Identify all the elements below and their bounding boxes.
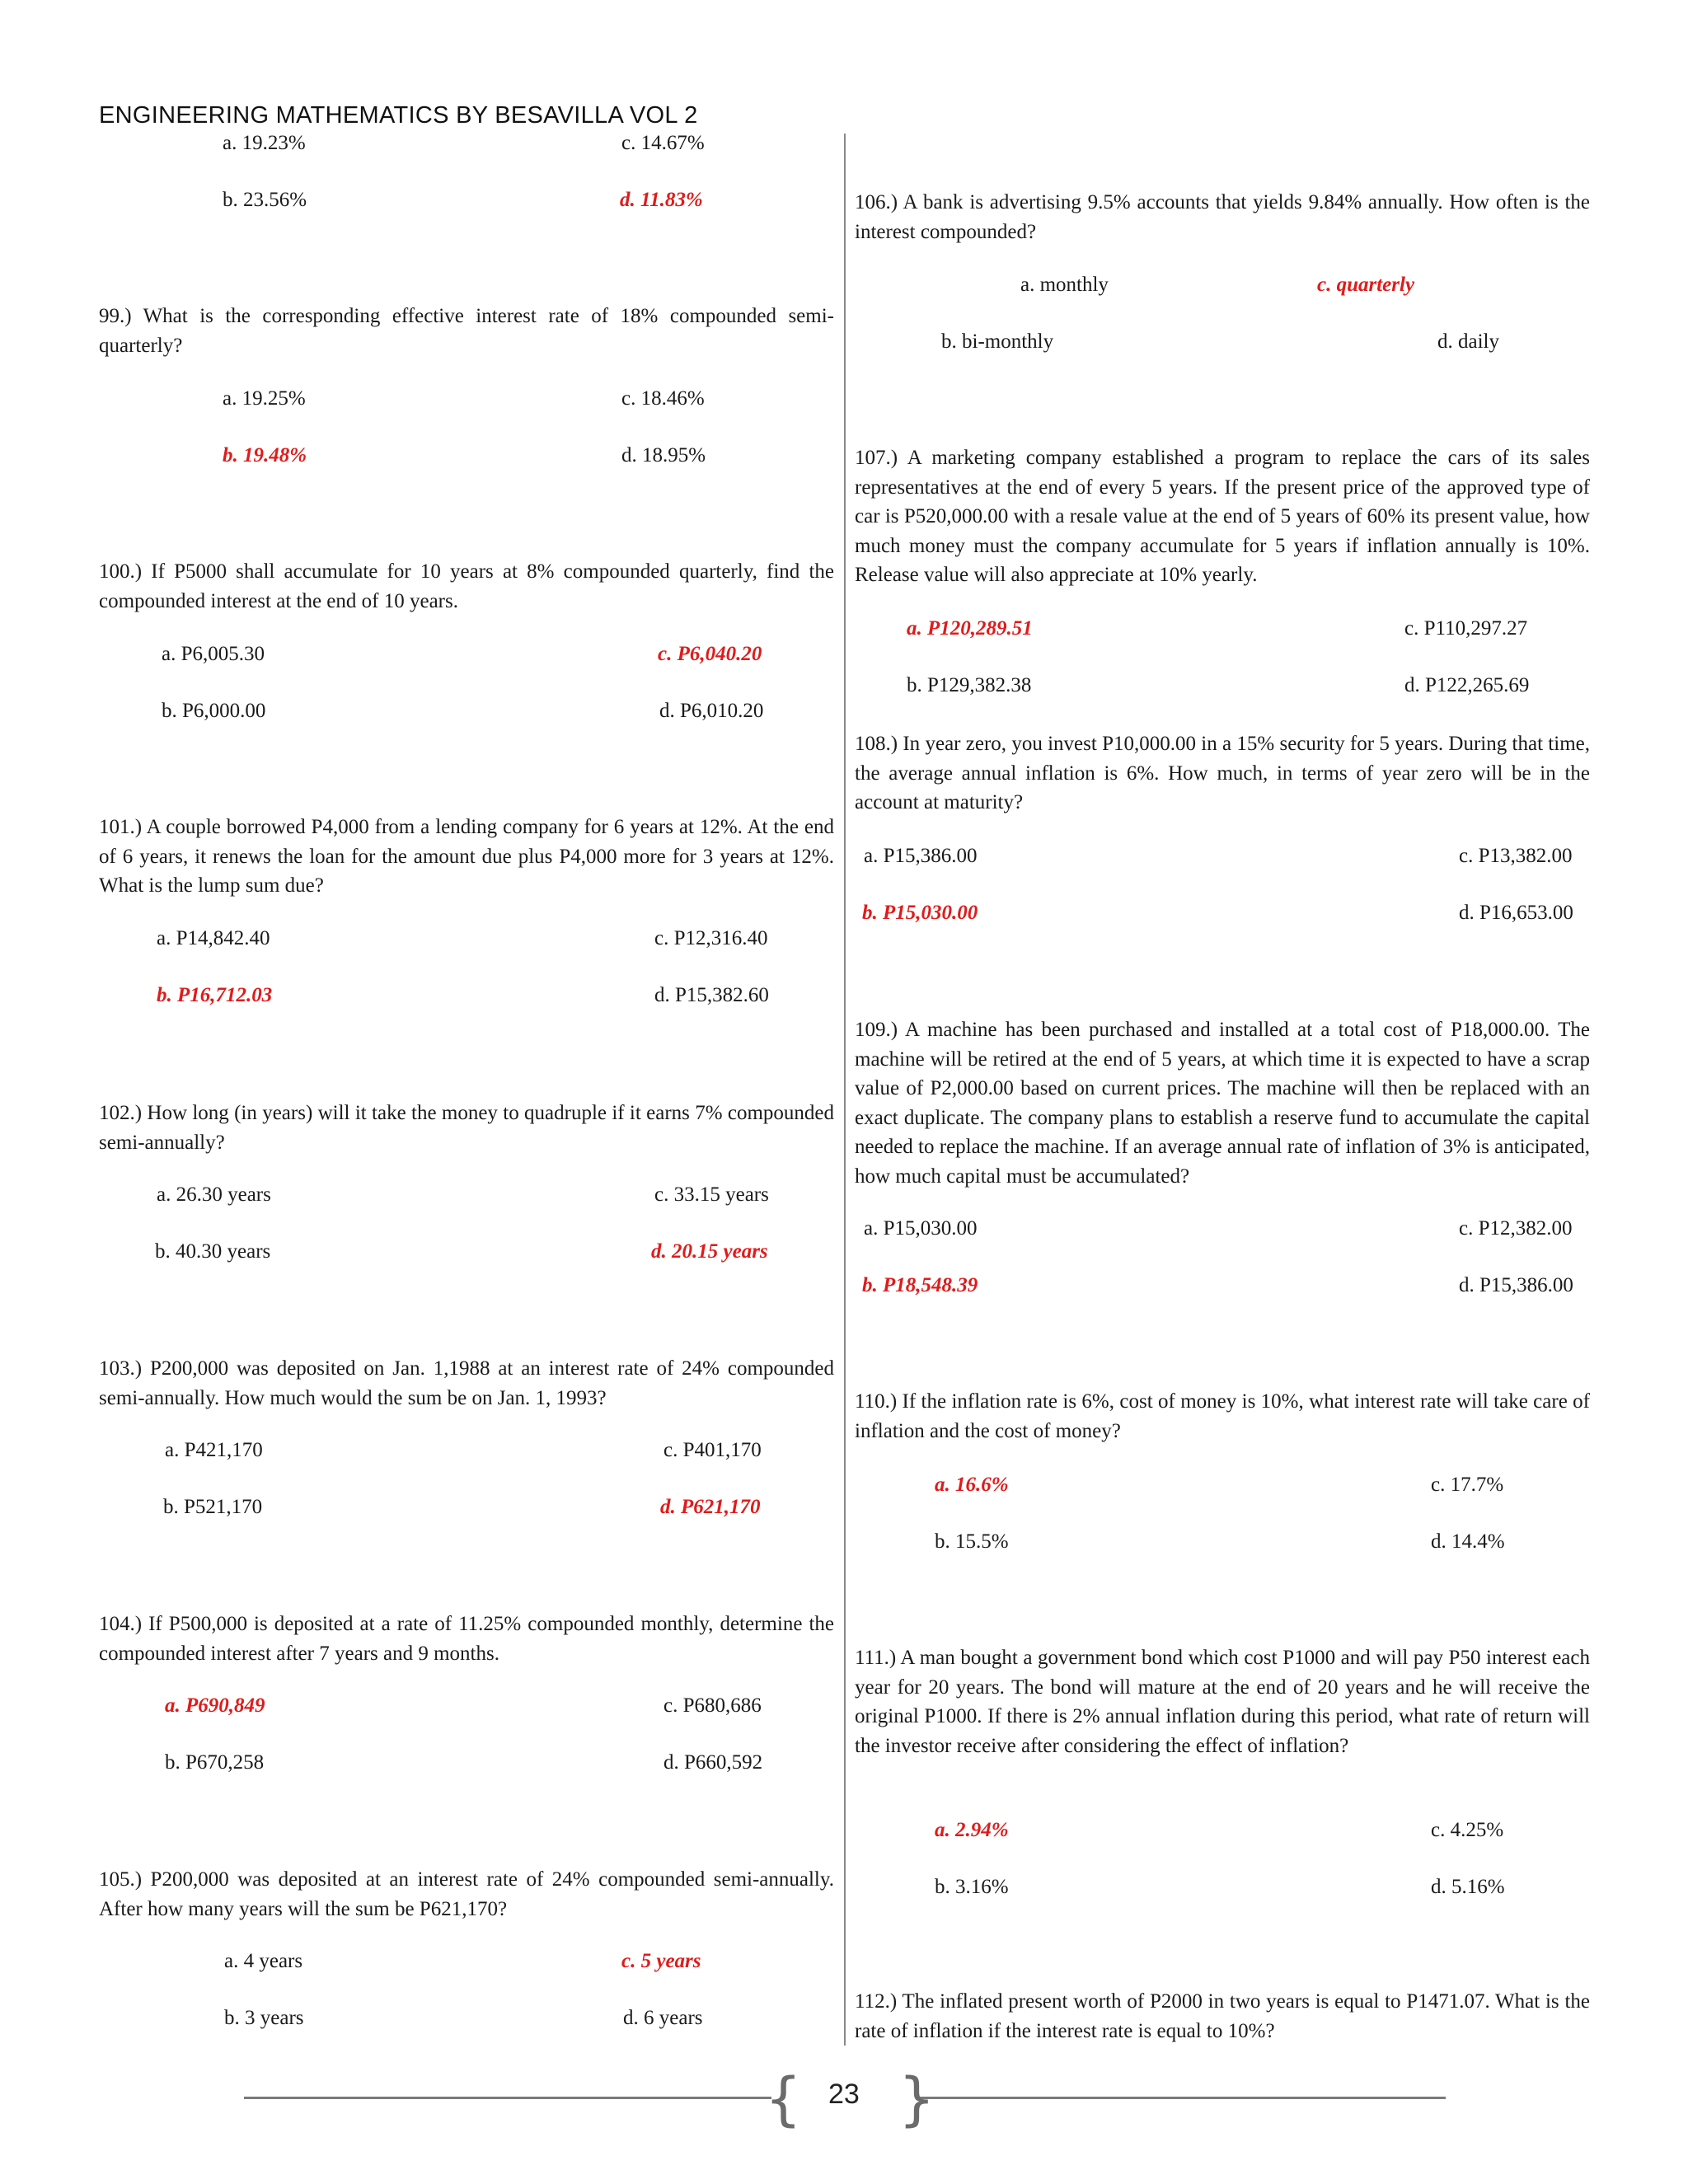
question-112: 112.) The inflated present worth of P2000 in two years is equal to P1471.07. What is the rate of inflation if the interest rate is equal to 10%? — [855, 1990, 1590, 2042]
q106-option-c-answer: c. quarterly — [1317, 274, 1415, 296]
question-108: 108.) In year zero, you invest P10,000.00 in a 15% security for 5 years. During that time, the average annual inflation is 6%. How much, in terms of year zero will be in the account at maturity? — [855, 733, 1590, 813]
q111-option-a-answer: a. 2.94% — [935, 1819, 1009, 1841]
page-number: 23 — [828, 2079, 860, 2110]
q107-option-c: c. P110,297.27 — [1404, 617, 1528, 640]
q107-option-b: b. P129,382.38 — [907, 674, 1032, 696]
q103-option-d-answer: d. P621,170 — [660, 1496, 761, 1518]
q101-option-b-answer: b. P16,712.03 — [157, 984, 273, 1006]
q110-option-d: d. 14.4% — [1431, 1530, 1505, 1553]
left-brace-icon: { — [765, 2065, 802, 2133]
q111-option-c: c. 4.25% — [1431, 1819, 1504, 1841]
q109-option-a: a. P15,030.00 — [864, 1217, 978, 1240]
q102-option-b: b. 40.30 years — [155, 1240, 271, 1263]
q103-option-b: b. P521,170 — [163, 1496, 263, 1518]
q103-option-c: c. P401,170 — [663, 1439, 762, 1461]
q109-option-d: d. P15,386.00 — [1459, 1274, 1573, 1296]
question-103: 103.) P200,000 was deposited on Jan. 1,1988 at an interest rate of 24% compounded semi-annually. How much would the sum be on Jan. 1, 1993? — [99, 1357, 834, 1409]
question-109: 109.) A machine has been purchased and installed at a total cost of P18,000.00. The machine will be retired at the end of 5 years, at which time it is expected to have a scrap value of P2,000.00 based on current prices. The machine will then be replaced with an exact duplicate. The company plans to establish a reserve fund to accumulate the capital needed to replace the machine. If an average annual rate of inflation of 3% is anticipated, how much capital must be accumulated? — [855, 1019, 1590, 1188]
q105-option-b: b. 3 years — [224, 2007, 304, 2029]
footer-rule-left — [244, 2097, 771, 2099]
q108-option-b-answer: b. P15,030.00 — [862, 902, 978, 924]
q107-option-d: d. P122,265.69 — [1404, 674, 1530, 696]
q103-option-a: a. P421,170 — [165, 1439, 263, 1461]
q109-option-b-answer: b. P18,548.39 — [862, 1274, 978, 1296]
q104-option-b: b. P670,258 — [165, 1751, 265, 1774]
q110-option-a-answer: a. 16.6% — [935, 1474, 1009, 1496]
q100-option-a: a. P6,005.30 — [162, 643, 265, 665]
q100-option-c-answer: c. P6,040.20 — [658, 643, 762, 665]
q101-option-c: c. P12,316.40 — [654, 927, 768, 949]
q110-option-c: c. 17.7% — [1431, 1474, 1504, 1496]
q110-option-b: b. 15.5% — [935, 1530, 1009, 1553]
q101-option-d: d. P15,382.60 — [654, 984, 769, 1006]
q102-option-c: c. 33.15 years — [654, 1183, 769, 1206]
question-110: 110.) If the inflation rate is 6%, cost of money is 10%, what interest rate will take care of inflation and the cost of money? — [855, 1390, 1590, 1442]
q106-option-b: b. bi-monthly — [941, 330, 1054, 353]
q104-option-c: c. P680,686 — [663, 1694, 762, 1717]
q104-option-a-answer: a. P690,849 — [165, 1694, 265, 1717]
q109-option-c: c. P12,382.00 — [1459, 1217, 1573, 1240]
q100-option-b: b. P6,000.00 — [162, 700, 266, 722]
q99-option-b-answer: b. 19.48% — [223, 444, 307, 466]
question-107: 107.) A marketing company established a program to replace the cars of its sales representatives at the end of every 5 years. If the present price of the approved type of car is P520,000.00 with a resale value at the end of 5 years of 60% its present value, how much money must the company accumulate for 5 years if inflation annually is 10%. Release value will also appreciate at 10% yearly. — [855, 447, 1590, 586]
q98-option-c: c. 14.67% — [621, 132, 705, 154]
q98-option-d-answer: d. 11.83% — [620, 189, 703, 211]
q108-option-c: c. P13,382.00 — [1459, 845, 1573, 867]
question-111: 111.) A man bought a government bond which cost P1000 and will pay P50 interest each year for 20 years. The bond will mature at the end of 20 years and he will receive the original P1000. If there is 2% annual inflation during this period, what rate of return will the investor receive after considering the effect of inflation? — [855, 1647, 1590, 1757]
right-brace-icon: } — [898, 2065, 935, 2133]
q108-option-d: d. P16,653.00 — [1459, 902, 1573, 924]
footer-rule-right — [917, 2097, 1446, 2099]
q99-option-a: a. 19.25% — [223, 387, 306, 410]
column-divider — [844, 134, 846, 2046]
page-header-title: ENGINEERING MATHEMATICS BY BESAVILLA VOL 2 — [99, 102, 698, 129]
q105-option-d: d. 6 years — [623, 2007, 703, 2029]
question-105: 105.) P200,000 was deposited at an interest rate of 24% compounded semi-annually. After how many years will the sum be P621,170? — [99, 1868, 834, 1920]
question-101: 101.) A couple borrowed P4,000 from a lending company for 6 years at 12%. At the end of 6 years, it renews the loan for the amount due plus P4,000 more for 3 years at 12%. What is the lump sum due? — [99, 816, 834, 897]
q105-option-a: a. 4 years — [224, 1950, 303, 1972]
q98-option-b: b. 23.56% — [223, 189, 307, 211]
q111-option-b: b. 3.16% — [935, 1876, 1009, 1898]
q107-option-a-answer: a. P120,289.51 — [907, 617, 1033, 640]
question-104: 104.) If P500,000 is deposited at a rate of 11.25% compounded monthly, determine the compounded interest after 7 years and 9 months. — [99, 1613, 834, 1665]
q102-option-d-answer: d. 20.15 years — [651, 1240, 768, 1263]
q106-option-a: a. monthly — [1020, 274, 1109, 296]
q105-option-c-answer: c. 5 years — [621, 1950, 701, 1972]
q99-option-c: c. 18.46% — [621, 387, 705, 410]
question-100: 100.) If P5000 shall accumulate for 10 years at 8% compounded quarterly, find the compounded interest at the end of 10 years. — [99, 560, 834, 612]
question-106: 106.) A bank is advertising 9.5% accounts that yields 9.84% annually. How often is the interest compounded? — [855, 191, 1590, 243]
q99-option-d: d. 18.95% — [621, 444, 706, 466]
question-99: 99.) What is the corresponding effective interest rate of 18% compounded semi-quarterly? — [99, 305, 834, 357]
q98-option-a: a. 19.23% — [223, 132, 306, 154]
q104-option-d: d. P660,592 — [663, 1751, 763, 1774]
q106-option-d: d. daily — [1437, 330, 1499, 353]
question-102: 102.) How long (in years) will it take the money to quadruple if it earns 7% compounded semi-annually? — [99, 1102, 834, 1154]
q108-option-a: a. P15,386.00 — [864, 845, 978, 867]
q102-option-a: a. 26.30 years — [157, 1183, 271, 1206]
q101-option-a: a. P14,842.40 — [157, 927, 270, 949]
q100-option-d: d. P6,010.20 — [659, 700, 764, 722]
q111-option-d: d. 5.16% — [1431, 1876, 1505, 1898]
